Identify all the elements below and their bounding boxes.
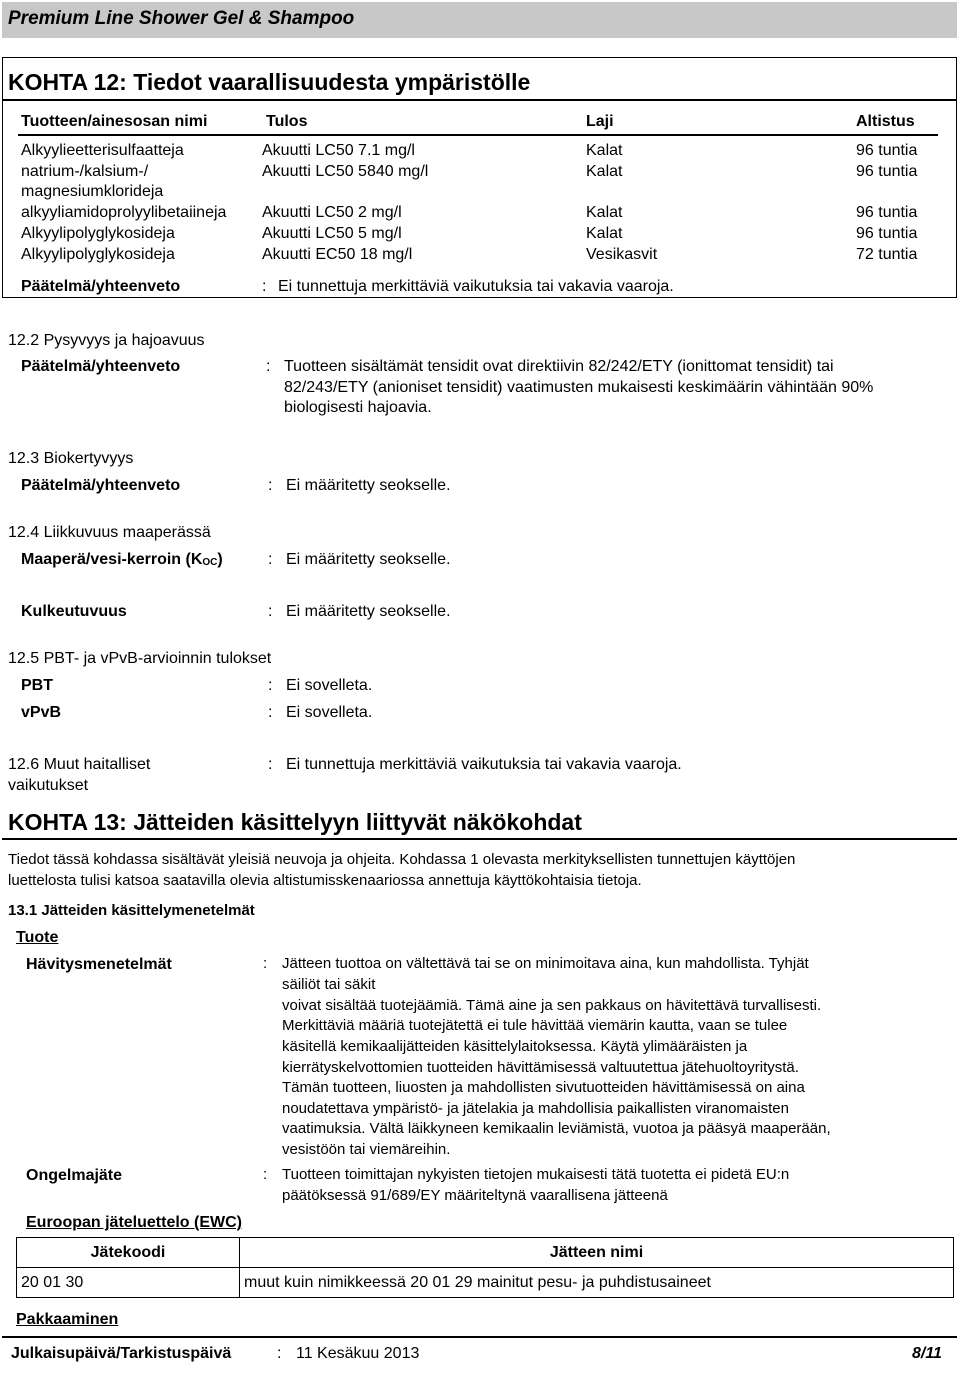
table-row-2-name: natrium-/kalsium-/ (21, 163, 149, 180)
table-row-4-name: Alkyylipolyglykosideja (21, 225, 175, 242)
vpvb-label: vPvB (21, 704, 62, 721)
pbt-colon: : (268, 677, 273, 694)
footer-date-label: Julkaisupäivä/Tarkistuspäivä (11, 1345, 232, 1362)
table-row-1-exposure: 96 tuntia (856, 142, 918, 159)
product-heading: Tuote (16, 929, 59, 946)
table-row-4-exposure: 96 tuntia (856, 225, 918, 242)
s12-4-title: 12.4 Liikkuvuus maaperässä (8, 524, 211, 541)
ewc-header-code: Jätekoodi (17, 1238, 240, 1268)
col-header-result: Tulos (266, 113, 308, 130)
s12-6-value: Ei tunnettuja merkittäviä vaikutuksia tai vakavia vaaroja. (286, 756, 682, 773)
s12-5-title: 12.5 PBT- ja vPvB-arvioinnin tulokset (8, 650, 272, 667)
s12-3-colon: : (268, 477, 273, 494)
s12-3-label: Päätelmä/yhteenveto (21, 477, 181, 494)
summary-label: Päätelmä/yhteenveto (21, 278, 181, 295)
table-row-3-exposure: 96 tuntia (856, 204, 918, 221)
koc-label: Maaperä/vesi-kerroin (KOC) (21, 551, 223, 568)
footer-date: 11 Kesäkuu 2013 (296, 1345, 420, 1362)
disposal-label: Hävitysmenetelmät (26, 956, 172, 973)
s12-2-colon: : (266, 358, 271, 375)
disposal-colon: : (263, 955, 268, 972)
table-row-2-result: Akuutti LC50 5840 mg/l (262, 163, 429, 180)
s12-3-title: 12.3 Biokertyvyys (8, 450, 134, 467)
disposal-line-2: säiliöt tai säkit (282, 976, 376, 993)
ewc-table (16, 1237, 954, 1298)
table-row (17, 1268, 954, 1298)
table-row-5-name: Alkyylipolyglykosideja (21, 246, 175, 263)
s12-2-line-3: biologisesti hajoavia. (284, 399, 432, 416)
s13-intro-line-1: Tiedot tässä kohdassa sisältävät yleisiä neuvoja ja ohjeita. Kohdassa 1 olevasta merkityksellisten tunnettujen käyttöjen (8, 851, 796, 868)
section-13-rule (2, 838, 957, 840)
disposal-line-1: Jätteen tuottoa on vältettävä tai se on minimoitava aina, kun mahdollista. Tyhjät (282, 955, 809, 972)
disposal-line-4: Merkittäviä määriä tuotejätettä ei tule hävittää viemärin kautta, vaan se tulee (282, 1017, 788, 1034)
koc-value: Ei määritetty seokselle. (286, 551, 451, 568)
s12-6-title-cont: vaikutukset (8, 777, 89, 794)
packaging-heading: Pakkaaminen (16, 1311, 119, 1328)
table-row-2-species: Kalat (586, 163, 623, 180)
mobility-label: Kulkeutuvuus (21, 603, 127, 620)
s13-1-title: 13.1 Jätteiden käsittelymenetelmät (8, 902, 255, 919)
pbt-value: Ei sovelleta. (286, 677, 373, 694)
ewc-header-row (17, 1238, 954, 1268)
vpvb-value: Ei sovelleta. (286, 704, 373, 721)
table-row-1-result: Akuutti LC50 7.1 mg/l (262, 142, 415, 159)
ewc-header-name: Jätteen nimi (240, 1238, 954, 1268)
table-row-2-exposure: 96 tuntia (856, 163, 918, 180)
vpvb-colon: : (268, 704, 273, 721)
s12-3-value: Ei määritetty seokselle. (286, 477, 451, 494)
table-row-3-species: Kalat (586, 204, 623, 221)
table-row-5-species: Vesikasvit (586, 246, 658, 263)
section-12-title: KOHTA 12: Tiedot vaarallisuudesta ympäristölle (8, 69, 531, 95)
hazardous-colon: : (263, 1166, 268, 1183)
summary-colon: : (262, 278, 267, 295)
disposal-line-7: Tämän tuotteen, liuosten ja mahdollisten sivutuotteiden hävittämisessä on aina (282, 1079, 805, 1096)
ewc-heading: Euroopan jäteluettelo (EWC) (26, 1214, 242, 1231)
disposal-line-5: käsitellä kemikaalijätteiden käsittelylaitoksessa. Käytä ylimääräisten ja (282, 1038, 748, 1055)
table-row-5-exposure: 72 tuntia (856, 246, 918, 263)
s12-6-colon: : (268, 756, 273, 773)
table-row-4-result: Akuutti LC50 5 mg/l (262, 225, 402, 242)
disposal-line-9: vaatimuksia. Vältä läikkyneen kemikaalin leviämistä, vuotoa ja pääsyä maaperään, (282, 1120, 831, 1137)
mobility-value: Ei määritetty seokselle. (286, 603, 451, 620)
pbt-label: PBT (21, 677, 53, 694)
mobility-colon: : (268, 603, 273, 620)
s12-2-line-2: 82/243/ETY (anioniset tensidit) vaatimusten mukaisesti keskimäärin vähintään 90% (284, 379, 874, 396)
summary-value: Ei tunnettuja merkittäviä vaikutuksia tai vakavia vaaroja. (278, 278, 674, 295)
disposal-line-6: kierrätyskelvottomien tuotteiden hävittämisessä valtuutettua jätehuoltoyritystä. (282, 1059, 799, 1076)
table-row-3-result: Akuutti LC50 2 mg/l (262, 204, 402, 221)
s12-2-title: 12.2 Pysyvyys ja hajoavuus (8, 332, 205, 349)
table-row-2-name-cont: magnesiumklorideja (21, 183, 164, 200)
table-row-1-species: Kalat (586, 142, 623, 159)
hazardous-line-2: päätöksessä 91/689/EY määriteltynä vaarallisena jätteenä (282, 1187, 668, 1204)
col-header-exposure: Altistus (856, 113, 915, 130)
footer-rule (2, 1336, 957, 1338)
col-header-species: Laji (586, 113, 614, 130)
document-title: Premium Line Shower Gel & Shampoo (8, 8, 355, 29)
table-row-5-result: Akuutti EC50 18 mg/l (262, 246, 413, 263)
disposal-line-3: voivat sisältää tuotejäämiä. Tämä aine ja sen pakkaus on hävitettävä turvallisesti. (282, 997, 822, 1014)
table-header-rule (18, 134, 938, 136)
s12-2-label: Päätelmä/yhteenveto (21, 358, 181, 375)
ewc-name: muut kuin nimikkeessä 20 01 29 mainitut pesu- ja puhdistusaineet (240, 1268, 954, 1298)
table-row-1-name: Alkyylieetterisulfaatteja (21, 142, 184, 159)
hazardous-waste-label: Ongelmajäte (26, 1167, 123, 1184)
col-header-name: Tuotteen/ainesosan nimi (21, 113, 208, 130)
page-number: 8/11 (912, 1345, 942, 1362)
table-row-3-name: alkyyliamidoprolyylibetaiineja (21, 204, 227, 221)
s13-intro-line-2: luettelosta tulisi katsoa saatavilla olevia altistumisskenaariossa annettuja käyttökohtaisia tietoja. (8, 872, 642, 889)
s12-2-line-1: Tuotteen sisältämät tensidit ovat direktiivin 82/242/ETY (ionittomat tensidit) tai (284, 358, 834, 375)
koc-colon: : (268, 551, 273, 568)
disposal-line-10: vesistöön tai viemäreihin. (282, 1141, 451, 1158)
section-13-title: KOHTA 13: Jätteiden käsittelyyn liittyvät näkökohdat (8, 809, 582, 835)
footer-colon: : (277, 1345, 282, 1362)
ewc-code: 20 01 30 (17, 1268, 240, 1298)
s12-6-title: 12.6 Muut haitalliset (8, 756, 151, 773)
disposal-line-8: noudatettava ympäristö- ja jätelakia ja mahdollisia paikallisten viranomaisten (282, 1100, 789, 1117)
section-title-rule (2, 99, 957, 101)
hazardous-line-1: Tuotteen toimittajan nykyisten tietojen mukaisesti tätä tuotetta ei pidetä EU:n (282, 1166, 790, 1183)
table-row-4-species: Kalat (586, 225, 623, 242)
